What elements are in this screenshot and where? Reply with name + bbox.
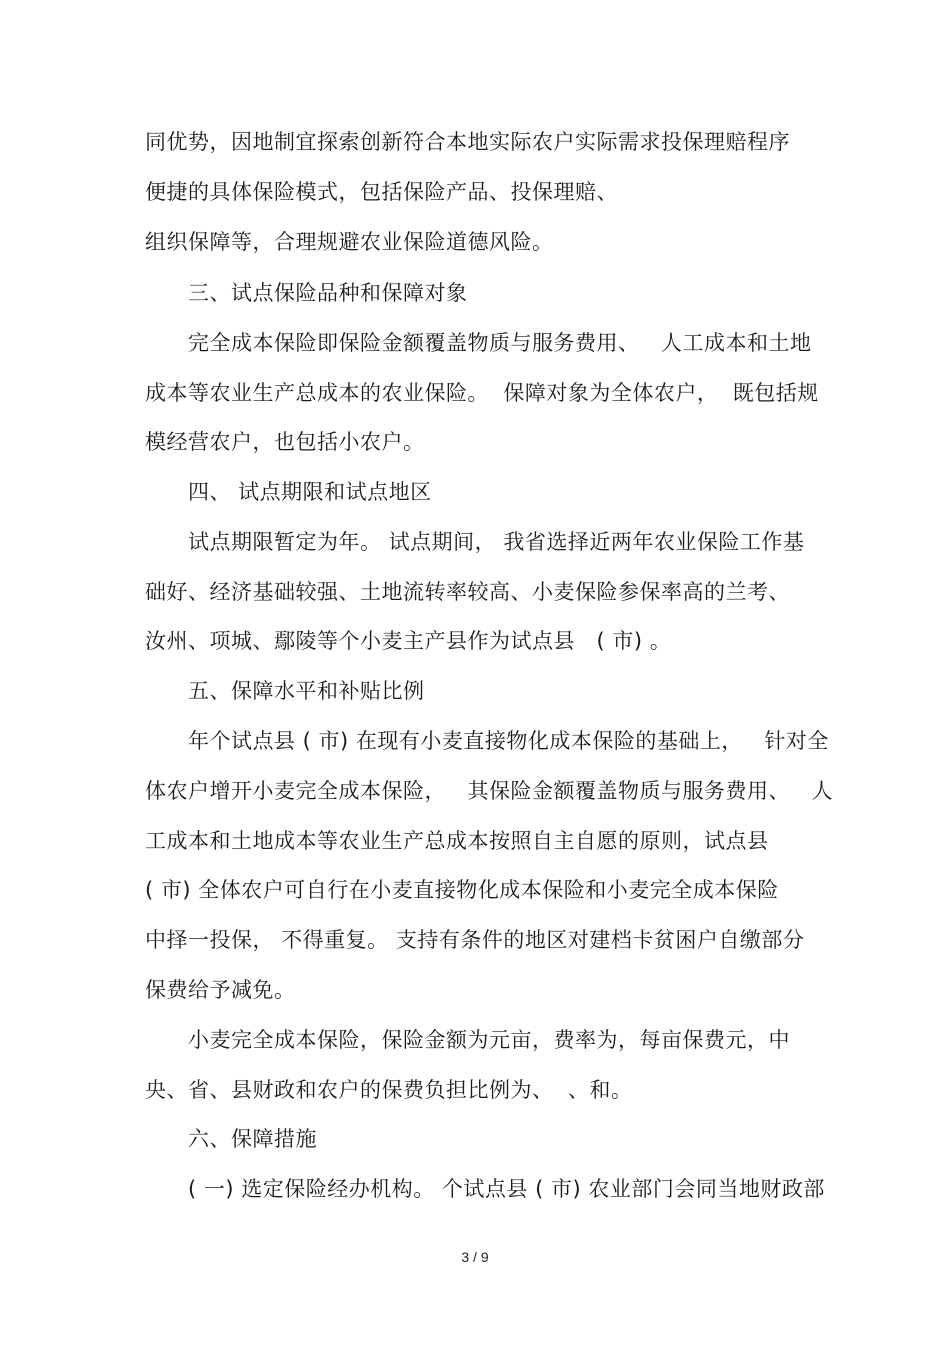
section-heading: 六、保障措施 — [188, 1127, 317, 1151]
text-line: 模经营农户，也包括小农户。 — [145, 430, 425, 454]
text-line: 保费给予减免。 — [145, 978, 296, 1002]
text-line: 小麦完全成本保险，保险金额为元亩，费率为，每亩保费元，中 — [188, 1028, 790, 1052]
section-heading: 四、 试点期限和试点地区 — [188, 480, 432, 504]
text-line: 体农户增开小麦完全成本保险， 其保险金额覆盖物质与服务费用、 人 — [145, 779, 834, 803]
text-line: 完全成本保险即保险金额覆盖物质与服务费用、 人工成本和土地 — [188, 331, 812, 355]
page-number: 3 / 9 — [461, 1249, 489, 1265]
text-line: 成本等农业生产总成本的农业保险。 保障对象为全体农户， 既包括规 — [145, 381, 819, 405]
text-line: 试点期限暂定为年。 试点期间， 我省选择近两年农业保险工作基 — [188, 530, 805, 554]
text-line: ( 一) 选定保险经办机构。 个试点县 ( 市) 农业部门会同当地财政部 — [188, 1177, 825, 1201]
text-line: 中择一投保， 不得重复。 支持有条件的地区对建档卡贫困户自缴部分 — [145, 928, 805, 952]
text-line: 便捷的具体保险模式，包括保险产品、投保理赔、 — [145, 180, 618, 204]
section-heading: 五、保障水平和补贴比例 — [188, 679, 425, 703]
text-line: 同优势，因地制宜探索创新符合本地实际农户实际需求投保理赔程序 — [145, 130, 790, 154]
text-line: 汝州、项城、鄢陵等个小麦主产县作为试点县 ( 市) 。 — [145, 629, 672, 653]
text-line: 工成本和土地成本等农业生产总成本按照自主自愿的原则，试点县 — [145, 829, 769, 853]
text-line: ( 市) 全体农户可自行在小麦直接物化成本保险和小麦完全成本保险 — [145, 878, 779, 902]
section-heading: 三、试点保险品种和保障对象 — [188, 281, 468, 305]
text-line: 年个试点县 ( 市) 在现有小麦直接物化成本保险的基础上， 针对全 — [188, 729, 829, 753]
text-line: 础好、经济基础较强、土地流转率较高、小麦保险参保率高的兰考、 — [145, 580, 790, 604]
text-line: 组织保障等，合理规避农业保险道德风险。 — [145, 230, 554, 254]
text-line: 央、省、县财政和农户的保费负担比例为、 、和。 — [145, 1078, 633, 1102]
